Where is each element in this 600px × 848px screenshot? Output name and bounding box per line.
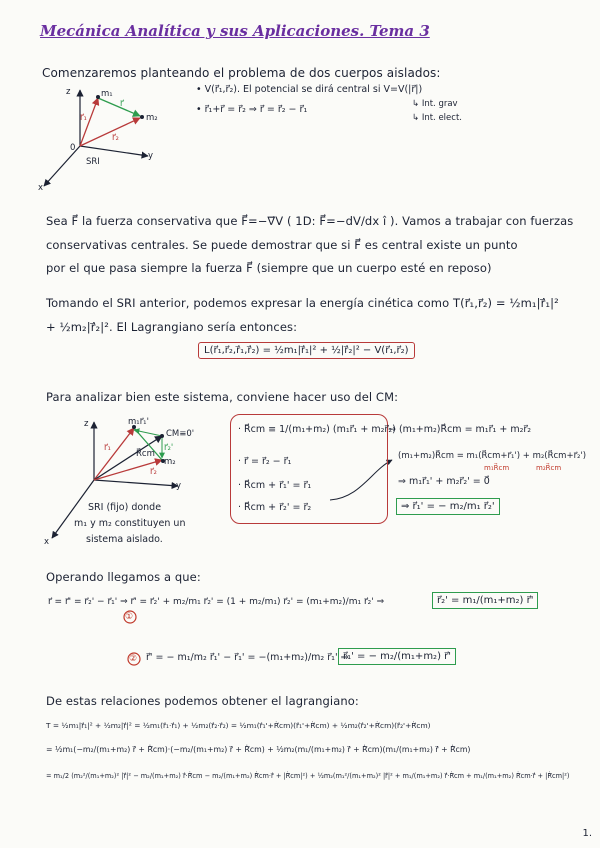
- intro-text: Comenzaremos planteando el problema de dos cuerpos aislados:: [42, 66, 441, 80]
- cm-right-2: (m₁+m₂)R⃗cm = m₁(R⃗cm+r⃗₁') + m₂(R⃗cm+r⃗₂'): [398, 451, 587, 461]
- bullet-elect: ↳ Int. elect.: [412, 113, 462, 123]
- op1-result-box: r⃗₂' = m₁/(m₁+m₂) r⃗': [432, 592, 538, 609]
- d1-z-label: z: [66, 87, 71, 97]
- page-number: 1.: [582, 828, 592, 839]
- d2-rcm-label: R⃗cm: [136, 449, 155, 459]
- y-axis-2: [94, 480, 178, 486]
- bullet-relative: • r⃗₁+r⃗ = r⃗₂ ⇒ r⃗ = r⃗₂ − r⃗₁: [196, 104, 308, 115]
- cm-def-4: · R⃗cm + r⃗₂' = r⃗₂: [238, 502, 312, 513]
- cm-right-2-under2: m₂R⃗cm: [536, 464, 562, 472]
- kinetic-energy-line2: = ½m₁(−m₂/(m₁+m₂) ṙ⃗ + Ṙ⃗cm)·(−m₂/(m₁+m₂) ṙ⃗ + Ṙ⃗cm) + ½m₂(m₁/(m₁+m₂) ṙ⃗ + Ṙ⃗cm)(m₁/(m₁+m₂) ṙ⃗ + Ṙ⃗cm): [46, 745, 471, 754]
- kinetic-energy-line3: = m₁/2 (m₂²/(m₁+m₂)² |ṙ⃗|² − m₂/(m₁+m₂) ṙ⃗·Ṙ⃗cm − m₂/(m₁+m₂) Ṙ⃗cm·ṙ⃗ + |Ṙ⃗cm|²) + ½m₂(m₁²/(m₁+m₂)² |ṙ⃗|² + m₁/(m₁+m₂) ṙ⃗·Ṙ⃗cm + m₁/(m₁+m₂) Ṙ⃗cm·ṙ⃗ + |Ṙ⃗cm|²): [46, 772, 570, 780]
- bullet-potential: • V(r⃗₁,r⃗₂). El potencial se dirá central si V=V(|r⃗|): [196, 84, 423, 95]
- cm-right-3: ⇒ m₁r⃗₁' + m₂r⃗₂' = 0⃗: [398, 476, 490, 487]
- para2-line1: Tomando el SRI anterior, podemos expresar la energía cinética como T(r⃗₁,r⃗₂) = ½m₁|ṙ⃗₁|²: [46, 296, 559, 310]
- bullet-grav: ↳ Int. grav: [412, 99, 458, 109]
- para2-line2: + ½m₂|ṙ⃗₂|². El Lagrangiano sería entonces:: [46, 320, 298, 334]
- d1-origin-label: 0: [70, 143, 76, 153]
- r1-vector-2: [94, 428, 134, 480]
- cm-right-2-under1: m₁R⃗cm: [484, 464, 510, 472]
- d2-m2-label: m₂: [164, 457, 176, 467]
- para5-text: De estas relaciones podemos obtener el lagrangiano:: [46, 694, 359, 708]
- d1-r-label: r⃗: [120, 99, 124, 109]
- op2-circle: ②: [129, 654, 138, 664]
- cm-right-4: ⇒ r⃗₁' = − m₂/m₁ r⃗₂': [396, 498, 500, 515]
- d2-r2p-label: r⃗₂': [164, 443, 174, 453]
- op1-circle: ①: [125, 612, 134, 622]
- d2-z-label: z: [84, 419, 89, 429]
- lagrangian-box: L(r⃗₁,r⃗₂,ṙ⃗₁,ṙ⃗₂) = ½m₁|ṙ⃗₁|² + ½|ṙ⃗₂|² − V(r⃗₁,r⃗₂): [198, 342, 415, 359]
- d2-caption-1: SRI (fijo) donde: [88, 502, 162, 513]
- d2-y-label: y: [176, 481, 182, 491]
- d1-r2-label: r⃗₂: [112, 133, 119, 143]
- para1-line1: Sea F⃗ la fuerza conservativa que F⃗=−∇⃗V ( 1D: F⃗=−dV/dx î ). Vamos a trabajar con fuerzas: [46, 214, 574, 228]
- kinetic-energy-line1: T = ½m₁|ṙ⃗₁|² + ½m₂|ṙ⃗|² = ½m₁(ṙ⃗₁·ṙ⃗₁) + ½m₂(ṙ⃗₂·ṙ⃗₂) = ½m₁(ṙ⃗₁'+Ṙ⃗cm)(ṙ⃗₁'+Ṙ⃗cm) + ½m₂(ṙ⃗₂'+Ṙ⃗cm)(ṙ⃗₂'+Ṙ⃗cm): [46, 721, 431, 730]
- op2-result-box: r⃗₁' = − m₂/(m₁+m₂) r⃗': [338, 648, 456, 665]
- d2-r2-label: r⃗₂: [150, 467, 157, 477]
- y-axis-1: [80, 146, 148, 156]
- d2-caption-2: m₁ y m₂ constituyen un: [74, 518, 186, 529]
- para1-line2: conservativas centrales. Se puede demostrar que si F⃗ es central existe un punto: [46, 238, 518, 252]
- d1-m1-label: m₁: [101, 89, 113, 99]
- cm-def-3: · R⃗cm + r⃗₁' = r⃗₁: [238, 480, 312, 491]
- op1-eq: r⃗ = r⃗' = r⃗₂' − r⃗₁' ⇒ r⃗' = r⃗₂' + m₂/m₁ r⃗₂' = (1 + m₂/m₁) r⃗₂' = (m₁+m₂)/m₁ r⃗₂' ⇒: [48, 597, 385, 607]
- para3-text: Para analizar bien este sistema, conviene hacer uso del CM:: [46, 390, 399, 404]
- d1-m2-label: m₂: [146, 113, 158, 123]
- cm-def-1: · R⃗cm ≡ 1/(m₁+m₂) (m₁r⃗₁ + m₂r⃗₂): [238, 424, 396, 435]
- para4-text: Operando llegamos a que:: [46, 570, 201, 584]
- para1-line3: por el que pasa siempre la fuerza F⃗ (siempre que un cuerpo esté en reposo): [46, 261, 492, 275]
- d1-frame-label: SRI: [86, 157, 100, 167]
- cm-def-2: · r⃗ = r⃗₂ − r⃗₁: [238, 456, 292, 467]
- d2-x-label: x: [44, 537, 50, 547]
- d2-r1-label: r⃗₁: [104, 443, 111, 453]
- d2-cm-label: CM≡0': [166, 429, 195, 439]
- r-vector-1: [98, 98, 140, 116]
- d1-y-label: y: [148, 151, 154, 161]
- op2-eq: r⃗' = − m₁/m₂ r⃗₁' − r⃗₁' = −(m₁+m₂)/m₂ r⃗₁' ⇒: [146, 652, 349, 663]
- d1-x-label: x: [38, 183, 44, 193]
- page-title: Mecánica Analítica y sus Aplicaciones. Tema 3: [40, 22, 430, 40]
- d1-r1-label: r⃗₁: [80, 113, 87, 123]
- cm-right-1: → (m₁+m₂)R⃗cm = m₁r⃗₁ + m₂r⃗₂: [388, 424, 532, 435]
- d2-m1-label: m₁r⃗₁': [128, 417, 149, 427]
- d2-caption-3: sistema aislado.: [86, 534, 163, 545]
